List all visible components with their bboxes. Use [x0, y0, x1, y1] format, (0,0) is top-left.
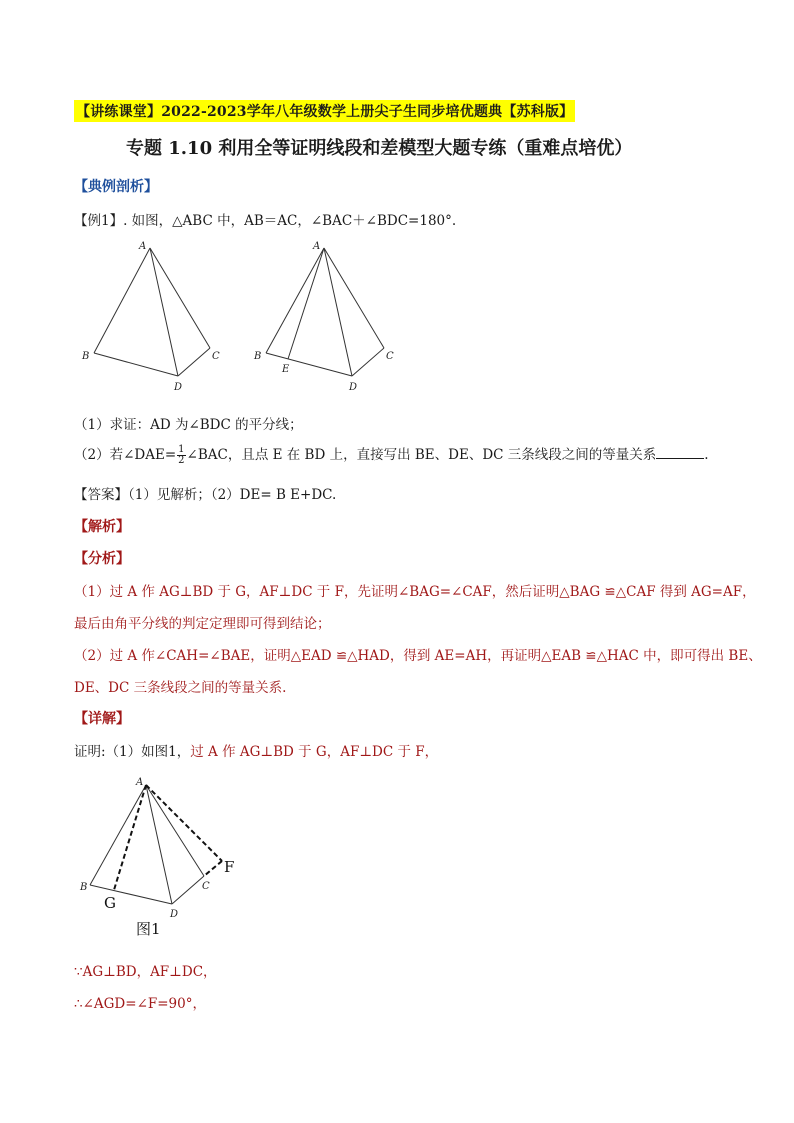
point-label-g: G — [104, 894, 116, 912]
analysis-1-line-2: 最后由角平分线的判定定理即可得到结论； — [74, 616, 331, 632]
example-statement: 【例1】. 如图，△ABC 中，AB＝AC，∠BAC＋∠BDC=180°. — [74, 213, 457, 229]
proof-construction: 过 A 作 AG⊥BD 于 G，AF⊥DC 于 F， — [190, 744, 439, 760]
fraction-one-half — [177, 445, 185, 466]
section-fenxi: 【分析】 — [74, 551, 130, 567]
point-label-b: B — [82, 351, 90, 362]
answer-blank[interactable] — [656, 446, 704, 459]
point-label-d: D — [349, 382, 358, 393]
question-2 — [74, 443, 709, 466]
figure-triangle-abcd — [76, 236, 226, 396]
analysis-1-line-1: （1）过 A 作 AG⊥BD 于 G，AF⊥DC 于 F，先证明∠BAG=∠CAF，然后证明△BAG ≌△CAF 得到 AG=AF， — [74, 584, 756, 600]
point-label-c: C — [386, 351, 394, 362]
point-label-c: C — [202, 881, 210, 892]
point-label-c: C — [212, 351, 220, 362]
point-label-a: A — [139, 241, 147, 252]
point-label-f: F — [224, 858, 235, 876]
page-title: 专题 1.10 利用全等证明线段和差模型大题专练（重难点培优） — [126, 138, 633, 159]
answer-line: 【答案】（1）见解析；（2）DE= B E+DC. — [74, 487, 337, 503]
point-label-b: B — [80, 882, 88, 893]
section-jiexi: 【解析】 — [74, 519, 130, 535]
point-label-a: A — [313, 241, 321, 252]
section-xiangjie: 【详解】 — [74, 711, 130, 727]
figure-1-proof — [76, 773, 246, 943]
question-1: （1）求证：AD 为∠BDC 的平分线； — [74, 417, 303, 433]
point-label-b: B — [254, 351, 262, 362]
fraction-numerator: 1 — [178, 444, 185, 455]
point-label-e: E — [282, 364, 290, 375]
question-2-period: . — [704, 447, 709, 463]
figure-caption: 图1 — [136, 920, 161, 938]
point-label-a: A — [136, 777, 144, 788]
figure-triangle-abcde — [248, 236, 408, 396]
proof-therefore: ∴∠AGD=∠F=90°， — [74, 996, 206, 1012]
document-header: 【讲练课堂】2022-2023学年八年级数学上册尖子生同步培优题典【苏科版】 — [74, 100, 575, 122]
fraction-denominator: 2 — [178, 455, 185, 466]
analysis-2-line-1: （2）过 A 作∠CAH=∠BAE，证明△EAD ≌△HAD，得到 AE=AH，再证明△EAB ≌△HAC 中，即可得出 BE、 — [74, 648, 762, 664]
question-2-text-start: （2）若∠DAE= — [74, 447, 177, 463]
proof-line-1 — [74, 740, 438, 760]
section-example: 【典例剖析】 — [74, 179, 158, 195]
question-2-text-end: ∠BAC，且点 E 在 BD 上，直接写出 BE、DE、DC 三条线段之间的等量关系 — [186, 447, 657, 463]
analysis-2-line-2: DE、DC 三条线段之间的等量关系. — [74, 680, 287, 696]
proof-because: ∵AG⊥BD，AF⊥DC， — [74, 964, 217, 980]
proof-prefix: 证明:（1）如图1， — [74, 744, 191, 760]
point-label-d: D — [170, 909, 179, 920]
point-label-d: D — [174, 382, 183, 393]
